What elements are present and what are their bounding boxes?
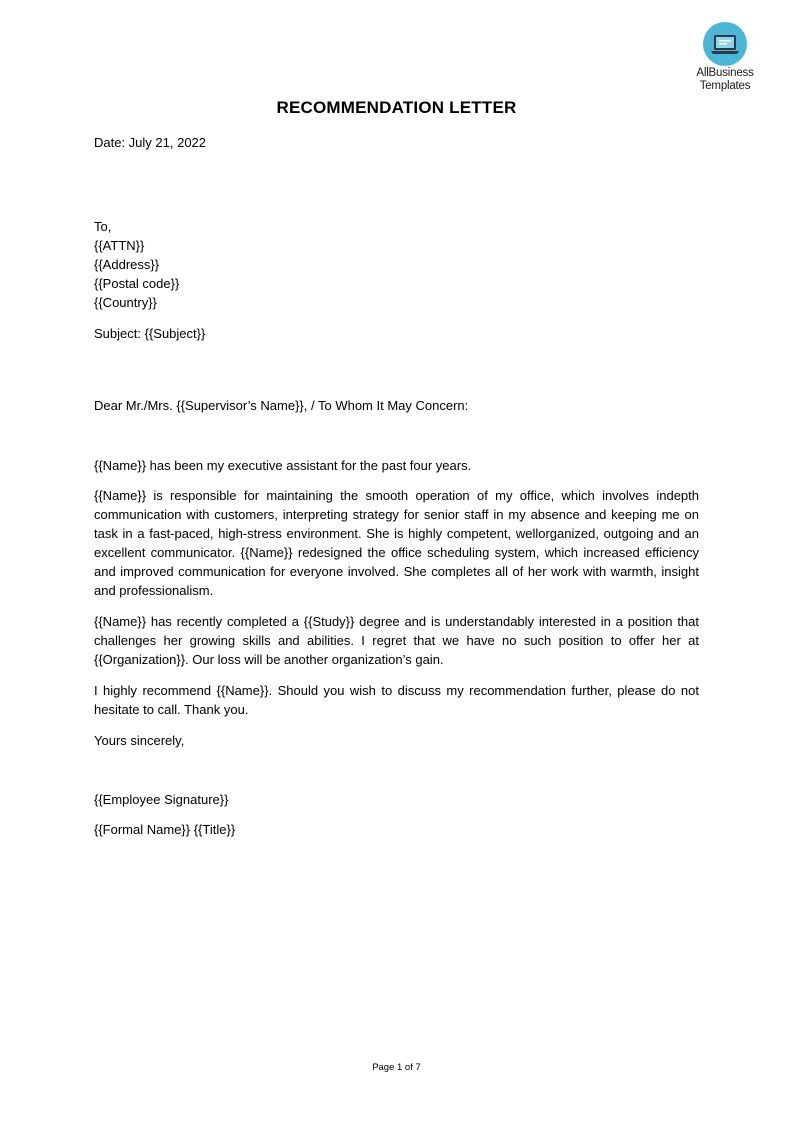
logo-line-1: AllBusiness <box>696 67 754 79</box>
body-paragraph-2: {{Name}} is responsible for maintaining the smooth operation of my office, which involves indepth communication with customers, interpreting strategy for senior staff in my absence and keeping me on task in a fast-paced, high-stress environment. She is highly competent, wellorganized, outgoing and an excellent communicator. {{Name}} redesigned the office scheduling system, which increased efficiency and improved communication for everyone involved. She completes all of her work with warmth, insight and professionalism. <box>94 488 699 598</box>
address-postal: {{Postal code}} <box>94 276 180 291</box>
page-number: Page 1 of 7 <box>372 1062 421 1073</box>
date-line: Date: July 21, 2022 <box>94 135 207 150</box>
address-street: {{Address}} <box>94 257 160 272</box>
formal-name-title: {{Formal Name}} {{Title}} <box>94 822 236 837</box>
address-to: To, <box>94 219 112 234</box>
salutation: Dear Mr./Mrs. {{Supervisor’s Name}}, / To Whom It May Concern: <box>94 398 469 413</box>
company-logo <box>690 22 760 93</box>
body-paragraph-1: {{Name}} has been my executive assistant for the past four years. <box>94 458 472 473</box>
recipient-address <box>94 217 699 312</box>
logo-line-2: Templates <box>699 80 751 92</box>
signature-placeholder: {{Employee Signature}} <box>94 792 229 807</box>
body-paragraph-4: I highly recommend {{Name}}. Should you wish to discuss my recommendation further, please do not hesitate to call. Thank you. <box>94 683 699 717</box>
body-paragraph-3: {{Name}} has recently completed a {{Study}} degree and is understandably interested in a position that challenges her growing skills and abilities. I regret that we have no such position to offer her at {{Organization}}. Our loss will be another organization’s gain. <box>94 614 699 667</box>
address-country: {{Country}} <box>94 295 157 310</box>
document-title: RECOMMENDATION LETTER <box>276 98 517 117</box>
logo-text <box>690 67 760 93</box>
address-attn: {{ATTN}} <box>94 238 145 253</box>
subject-line: Subject: {{Subject}} <box>94 326 206 341</box>
laptop-icon <box>703 22 747 66</box>
closing: Yours sincerely, <box>94 733 185 748</box>
